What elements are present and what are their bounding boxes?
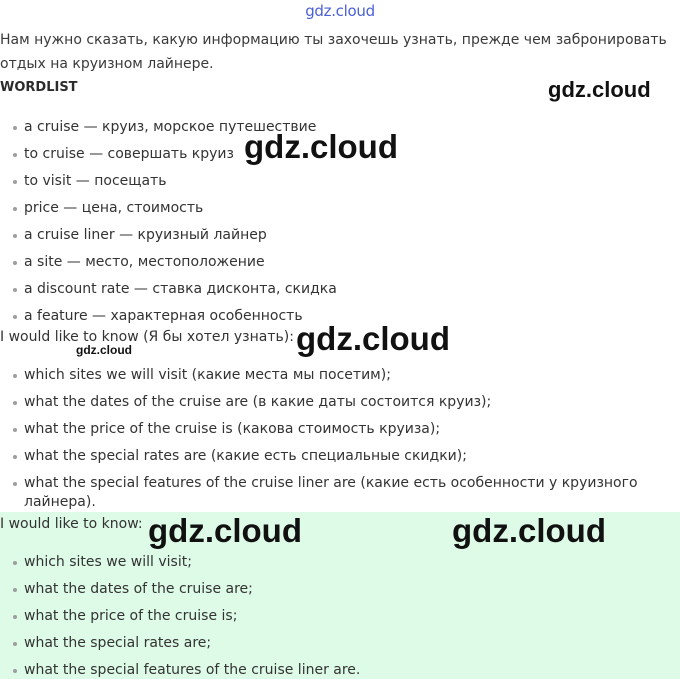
watermark: gdz.cloud — [148, 512, 302, 549]
list-item: what the dates of the cruise are (в какие даты состоится круиз); — [10, 389, 670, 416]
en-answer-label: I would like to know: — [0, 516, 143, 532]
list-item: a feature — характерная особенность — [10, 303, 670, 330]
wordlist-heading: WORDLIST — [0, 80, 78, 95]
watermark: gdz.cloud — [548, 77, 651, 102]
list-item: what the price of the cruise is (какова стоимость круиза); — [10, 416, 670, 443]
list-item: to cruise — совершать круиз — [10, 141, 670, 168]
list-item: what the special features of the cruise liner are. — [10, 657, 670, 684]
intro-text: Нам нужно сказать, какую информацию ты захочешь узнать, прежде чем забронировать отдых на круизном лайнере. — [0, 32, 667, 72]
watermark: gdz.cloud — [76, 343, 132, 357]
list-item: price — цена, стоимость — [10, 195, 670, 222]
list-item: a cruise — круиз, морское путешествие — [10, 114, 670, 141]
list-item: what the dates of the cruise are; — [10, 576, 670, 603]
answer-list-en — [10, 549, 670, 684]
list-item: to visit — посещать — [10, 168, 670, 195]
list-item: which sites we will visit; — [10, 549, 670, 576]
list-item: what the price of the cruise is; — [10, 603, 670, 630]
list-item: which sites we will visit (какие места мы посетим); — [10, 362, 670, 389]
watermark: gdz.cloud — [452, 512, 606, 549]
list-item: what the special features of the cruise liner are (какие есть особенности у круизного лайнера). — [10, 470, 670, 516]
list-item: what the special rates are (какие есть специальные скидки); — [10, 443, 670, 470]
answer-list-ru — [10, 362, 670, 516]
list-item: what the special rates are; — [10, 630, 670, 657]
list-item: a cruise liner — круизный лайнер — [10, 222, 670, 249]
ru-answer-label: I would like to know (Я бы хотел узнать): — [0, 329, 294, 345]
list-item: a discount rate — ставка дисконта, скидка — [10, 276, 670, 303]
top-watermark: gdz.cloud — [305, 2, 375, 20]
watermark: gdz.cloud — [296, 320, 450, 357]
list-item: a site — место, местоположение — [10, 249, 670, 276]
watermark: gdz.cloud — [244, 128, 398, 165]
